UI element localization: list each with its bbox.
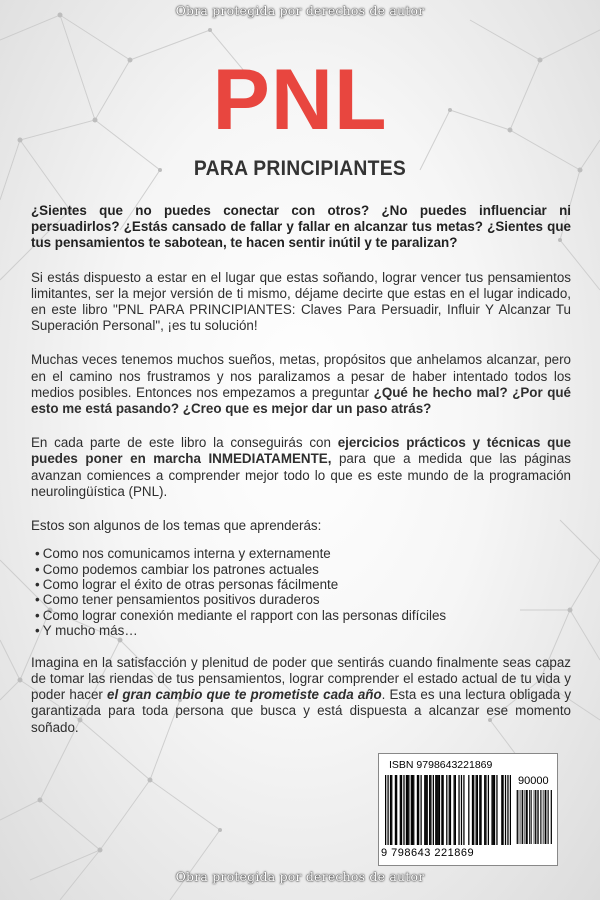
- barcode-bar: [521, 790, 522, 844]
- barcode-bar: [551, 790, 552, 844]
- barcode-bar: [493, 775, 494, 845]
- list-item: • Como lograr el éxito de otras personas fácilmente: [35, 577, 571, 592]
- barcode-bar: [407, 775, 408, 845]
- barcode-bar: [480, 775, 481, 845]
- barcode-bar: [396, 775, 397, 845]
- barcode-bar: [406, 775, 407, 845]
- paragraph-3-bold: ejercicios prácticos y técnicas que puedes poner en marcha INMEDIATAMENTE,: [31, 435, 571, 467]
- barcode-bar: [519, 790, 520, 844]
- barcode-bar: [435, 775, 436, 845]
- barcode-bar: [390, 775, 391, 845]
- barcode-bar: [501, 775, 502, 845]
- barcode-bar: [446, 775, 447, 845]
- barcode-bar: [417, 775, 418, 845]
- barcode-bar: [535, 790, 536, 844]
- barcode-bar: [433, 775, 434, 845]
- barcode-bar: [400, 775, 401, 845]
- paragraph-1: Si estás dispuesto a estar en el lugar que estas soñando, lograr vencer tus pensamientos limitantes, ser la mejor versión de ti mismo, déjame decirte que estas en el lugar indicado, en este libro "PNL PARA PRINCIPIANTES: Claves Para Persuadir, Influir Y Alcanzar Tu Superación Personal", ¡es tu solución!: [31, 269, 571, 334]
- barcode-bar: [429, 775, 430, 845]
- paragraph-2: [31, 352, 571, 417]
- paragraph-3-end: para que a medida que las páginas avanzan comiences a comprender mejor todo lo que es este mundo de la programación neurolingüística (PNL).: [31, 451, 571, 499]
- topics-intro: Estos son algunos de los temas que aprenderás:: [31, 518, 322, 534]
- barcode-bar: [476, 775, 477, 845]
- paragraph-2-bold: ¿Qué he hecho mal? ¿Por qué esto me está pasando? ¿Creo que es mejor dar un paso atrás?: [31, 384, 572, 417]
- barcode-bar: [463, 775, 464, 845]
- barcode-bar: [458, 775, 459, 845]
- barcode-bar: [526, 790, 527, 844]
- barcode-bar: [436, 775, 437, 845]
- barcode-bar: [418, 775, 419, 845]
- barcode-bar: [455, 775, 456, 845]
- barcode-bar: [485, 775, 486, 845]
- barcode-bar: [454, 775, 455, 845]
- barcode-bar: [529, 790, 530, 844]
- barcode-bar: [468, 775, 469, 845]
- paragraph-4-end: . Esta es una lectura obligada y garantizada para toda persona que busca y está dispuesta a alcanzar ese momento soñado.: [31, 687, 572, 735]
- barcode-bar: [461, 775, 462, 845]
- barcode-bar: [449, 775, 450, 845]
- barcode-bar: [540, 790, 541, 844]
- barcode-bar: [472, 775, 473, 845]
- barcode-bar: [473, 775, 474, 845]
- price-code: 90000: [518, 775, 549, 787]
- barcode-bar: [491, 775, 492, 845]
- paragraph-4: [31, 655, 571, 736]
- paragraph-4-text: Imagina en la satisfacción y plenitud de poder que sentirás cuando finalmente seas capaz de tomar las riendas de tus pensamientos, lograr comprender el estado actual de tu vida y poder hacer: [31, 654, 571, 703]
- barcode-bar: [438, 775, 439, 845]
- barcode-bar: [542, 790, 543, 844]
- barcode-bar: [494, 775, 495, 845]
- barcode-bar: [530, 790, 531, 844]
- barcode-bar: [413, 775, 414, 845]
- barcode-bar: [527, 790, 528, 844]
- barcode-bar: [505, 775, 506, 845]
- barcode-bar: [548, 790, 549, 844]
- barcode-bar: [479, 775, 480, 845]
- list-item: • Como tener pensamientos positivos duraderos: [35, 592, 571, 607]
- barcode-bar: [522, 790, 523, 844]
- barcode-bar: [439, 775, 440, 845]
- barcode-bar: [424, 775, 425, 845]
- barcode-bar: [525, 790, 526, 844]
- book-subtitle: PARA PRINCIPIANTES: [193, 157, 407, 180]
- barcode-bar: [488, 775, 489, 845]
- list-item: • Como nos comunicamos interna y externamente: [35, 546, 571, 561]
- copyright-watermark-bottom: Obra protegida por derechos de autor: [175, 869, 425, 884]
- intro-questions: ¿Sientes que no puedes conectar con otros? ¿No puedes influenciar ni persuadirlos? ¿Estás cansado de fallar y fallar en alcanzar tus metas? ¿Sientes que tus pensamientos te sabotean, te hacen sentir inútil y te paralizan?: [31, 203, 571, 251]
- back-cover-text: [31, 203, 571, 754]
- paragraph-3: [31, 435, 571, 500]
- barcode-bar: [543, 790, 544, 844]
- isbn-barcode: [378, 753, 558, 866]
- topics-list: [31, 546, 571, 638]
- barcode-bar: [551, 790, 552, 844]
- copyright-watermark-top: Obra protegida por derechos de autor: [175, 3, 425, 18]
- barcode-bar: [441, 775, 442, 845]
- ean-digits: 9 798643 221869: [381, 847, 475, 859]
- price-barcode-bars: [516, 790, 552, 858]
- barcode-bar: [387, 775, 388, 845]
- barcode-bars: [385, 775, 511, 845]
- barcode-bar: [536, 790, 537, 844]
- isbn-label: ISBN 9798643221869: [389, 759, 493, 771]
- barcode-bar: [545, 790, 546, 844]
- barcode-bar: [430, 775, 431, 845]
- barcode-bar: [391, 775, 392, 845]
- barcode-bar: [538, 790, 539, 844]
- barcode-bar: [427, 775, 428, 845]
- barcode-bar: [484, 775, 485, 845]
- barcode-bar: [408, 775, 409, 845]
- barcode-bar: [395, 775, 396, 845]
- list-item: • Como podemos cambiar los patrones actuales: [35, 562, 571, 577]
- barcode-bar: [411, 775, 412, 845]
- barcode-bar: [502, 775, 503, 845]
- barcode-bar: [545, 790, 546, 844]
- barcode-bar: [496, 775, 497, 845]
- paragraph-3-text: En cada parte de este libro la conseguirás con: [31, 435, 338, 451]
- barcode-bar: [534, 790, 535, 844]
- list-item: • Como lograr conexión mediante el rapport con las personas difíciles: [35, 608, 571, 623]
- barcode-bar: [507, 775, 508, 845]
- barcode-bar: [547, 790, 548, 844]
- barcode-bar: [523, 790, 524, 844]
- barcode-bar: [537, 790, 538, 844]
- book-title: PNL: [212, 52, 388, 148]
- barcode-bar: [443, 775, 444, 845]
- barcode-bar: [477, 775, 478, 845]
- barcode-bar: [517, 790, 518, 844]
- barcode-bar: [425, 775, 426, 845]
- barcode-bar: [385, 775, 386, 845]
- barcode-bar: [526, 790, 527, 844]
- barcode-bar: [420, 775, 421, 845]
- barcode-bar: [531, 790, 532, 844]
- paragraph-4-emphasis: el gran cambio que te prometiste cada año: [107, 687, 382, 703]
- barcode-bar: [517, 790, 518, 844]
- barcode-bar: [450, 775, 451, 845]
- barcode-bar: [412, 775, 413, 845]
- barcode-bar: [403, 775, 404, 845]
- list-item: • Y mucho más…: [35, 623, 571, 638]
- barcode-bar: [510, 775, 511, 845]
- barcode-bar: [401, 775, 402, 845]
- paragraph-2-text: Muchas veces tenemos muchos sueños, metas, propósitos que anhelamos alcanzar, pero en el camino nos frustramos y nos paralizamos a pesar de haber intentado todos los medios posibles. Entonces nos empezamos a preguntar: [31, 352, 571, 400]
